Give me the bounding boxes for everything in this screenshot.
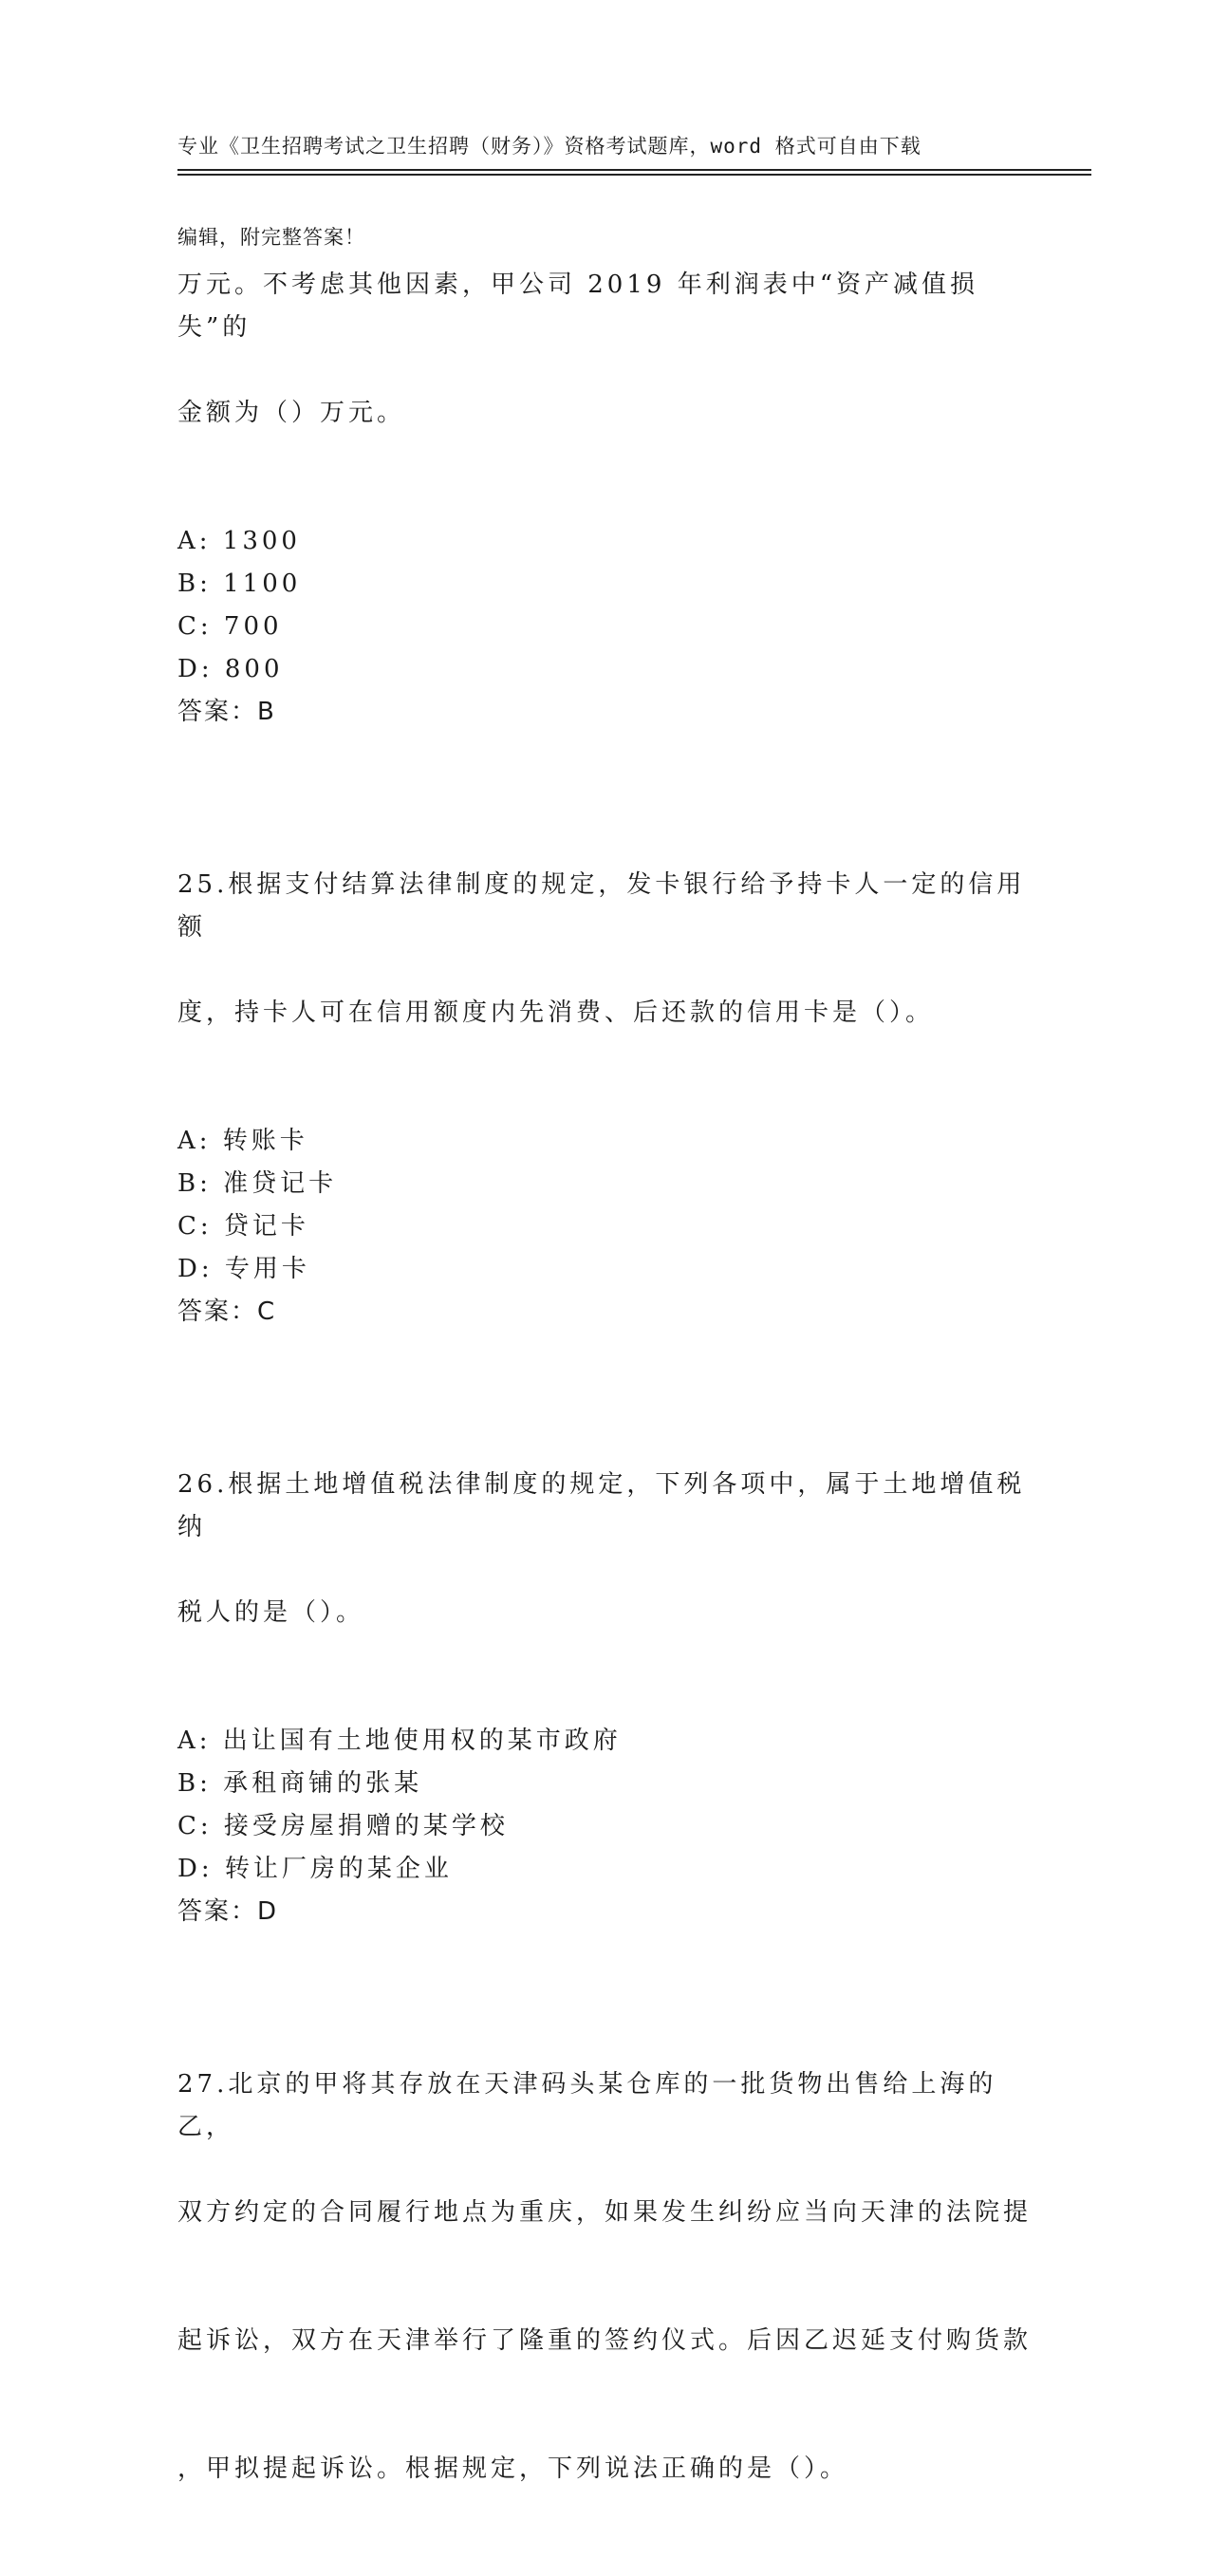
question-text [177, 1978, 1032, 2576]
question-text [177, 778, 1032, 1120]
question-text [177, 178, 1032, 520]
question-line: 万元。不考虑其他因素，甲公司 2019 年利润表中“资产减值损失”的 [177, 271, 978, 342]
option-d: D: 800 [177, 655, 284, 683]
question-list [177, 178, 1032, 2576]
header-rule-top [177, 169, 1091, 171]
question-line: 26.根据土地增值税法律制度的规定，下列各项中，属于土地增值税纳 [177, 1470, 1026, 1541]
option-b: B: 准贷记卡 [177, 1169, 338, 1198]
option-c: C: 700 [177, 612, 283, 641]
option-a: A: 1300 [177, 527, 301, 555]
answer: 答案：D [177, 1897, 279, 1926]
question-27 [177, 1978, 1032, 2576]
question-line: 27.北京的甲将其存放在天津码头某仓库的一批货物出售给上海的乙， [177, 2070, 997, 2141]
question-line: 起诉讼，双方在天津举行了隆重的签约仪式。后因乙迟延支付购货款 [177, 2326, 1033, 2355]
question-line: 双方约定的合同履行地点为重庆，如果发生纠纷应当向天津的法院提 [177, 2198, 1033, 2227]
option-a: A: 出让国有土地使用权的某市政府 [177, 1727, 622, 1755]
question-24 [177, 178, 1032, 734]
option-b: B: 承租商铺的张某 [177, 1769, 423, 1798]
question-26 [177, 1378, 1032, 1933]
option-a: A: 转账卡 [177, 1127, 308, 1155]
question-line: ，甲拟提起诉讼。根据规定，下列说法正确的是（）。 [177, 2455, 849, 2483]
question-text [177, 1378, 1032, 1720]
question-line: 25.根据支付结算法律制度的规定，发卡银行给予持卡人一定的信用额 [177, 870, 1026, 942]
header-rule-bottom [177, 174, 1091, 176]
option-c: C: 接受房屋捐赠的某学校 [177, 1812, 509, 1840]
option-b: B: 1100 [177, 569, 302, 598]
question-line: 度，持卡人可在信用额度内先消费、后还款的信用卡是（）。 [177, 999, 935, 1027]
option-c: C: 贷记卡 [177, 1212, 309, 1241]
header-line-1: 专业《卫生招聘考试之卫生招聘（财务）》资格考试题库，word 格式可自由下载 [177, 135, 921, 158]
answer: 答案：C [177, 1297, 277, 1326]
option-d: D: 专用卡 [177, 1255, 310, 1283]
question-line: 金额为（）万元。 [177, 399, 406, 427]
header-line-2: 编辑，附完整答案！ [177, 226, 365, 249]
answer: 答案：B [177, 698, 276, 726]
question-line: 税人的是（）。 [177, 1598, 365, 1627]
question-25 [177, 778, 1032, 1334]
option-d: D: 转让厂房的某企业 [177, 1855, 453, 1883]
